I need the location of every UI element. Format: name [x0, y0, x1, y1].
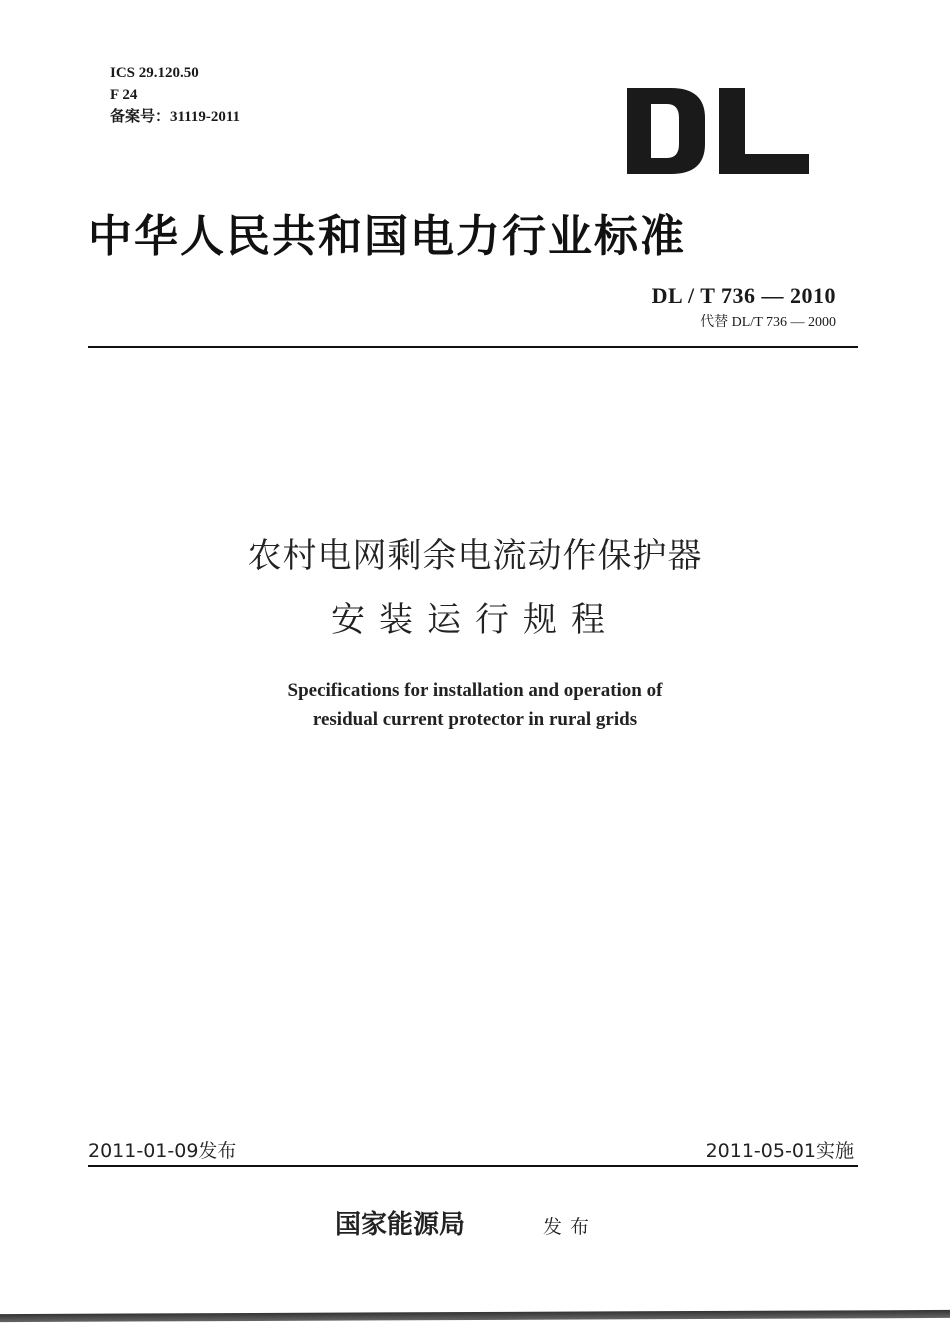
ics-number: ICS 29.120.50	[110, 65, 199, 81]
standard-category-title: 中华人民共和国电力行业标准	[88, 211, 686, 262]
standard-code-block	[652, 283, 836, 331]
document-metadata	[110, 62, 240, 128]
classification-code: F 24	[110, 87, 138, 103]
dl-logo-letter-d	[627, 88, 705, 174]
record-number: 备案号：31119-2011	[110, 109, 241, 125]
chinese-title-line-2: 安装运行规程	[331, 600, 619, 640]
dl-logo-letter-l	[719, 88, 809, 174]
standard-code: DL / T 736 — 2010	[651, 283, 836, 308]
english-title-line-2: residual current protector in rural grids	[312, 709, 638, 730]
publisher-name: 国家能源局	[335, 1210, 466, 1240]
bottom-divider	[88, 1165, 858, 1167]
scan-edge-line	[0, 1310, 950, 1322]
chinese-title-line-1: 农村电网剩余电流动作保护器	[247, 536, 703, 576]
replaced-standard: 代替 DL/T 736 — 2000	[700, 315, 836, 330]
implementation-date: 2011-05-01实施	[705, 1140, 854, 1162]
issue-date: 2011-01-09发布	[88, 1140, 237, 1162]
publish-label: 发布	[543, 1216, 598, 1238]
top-divider	[88, 346, 858, 348]
english-title-line-1: Specifications for installation and operation of	[287, 680, 663, 701]
dl-logo	[627, 88, 809, 174]
